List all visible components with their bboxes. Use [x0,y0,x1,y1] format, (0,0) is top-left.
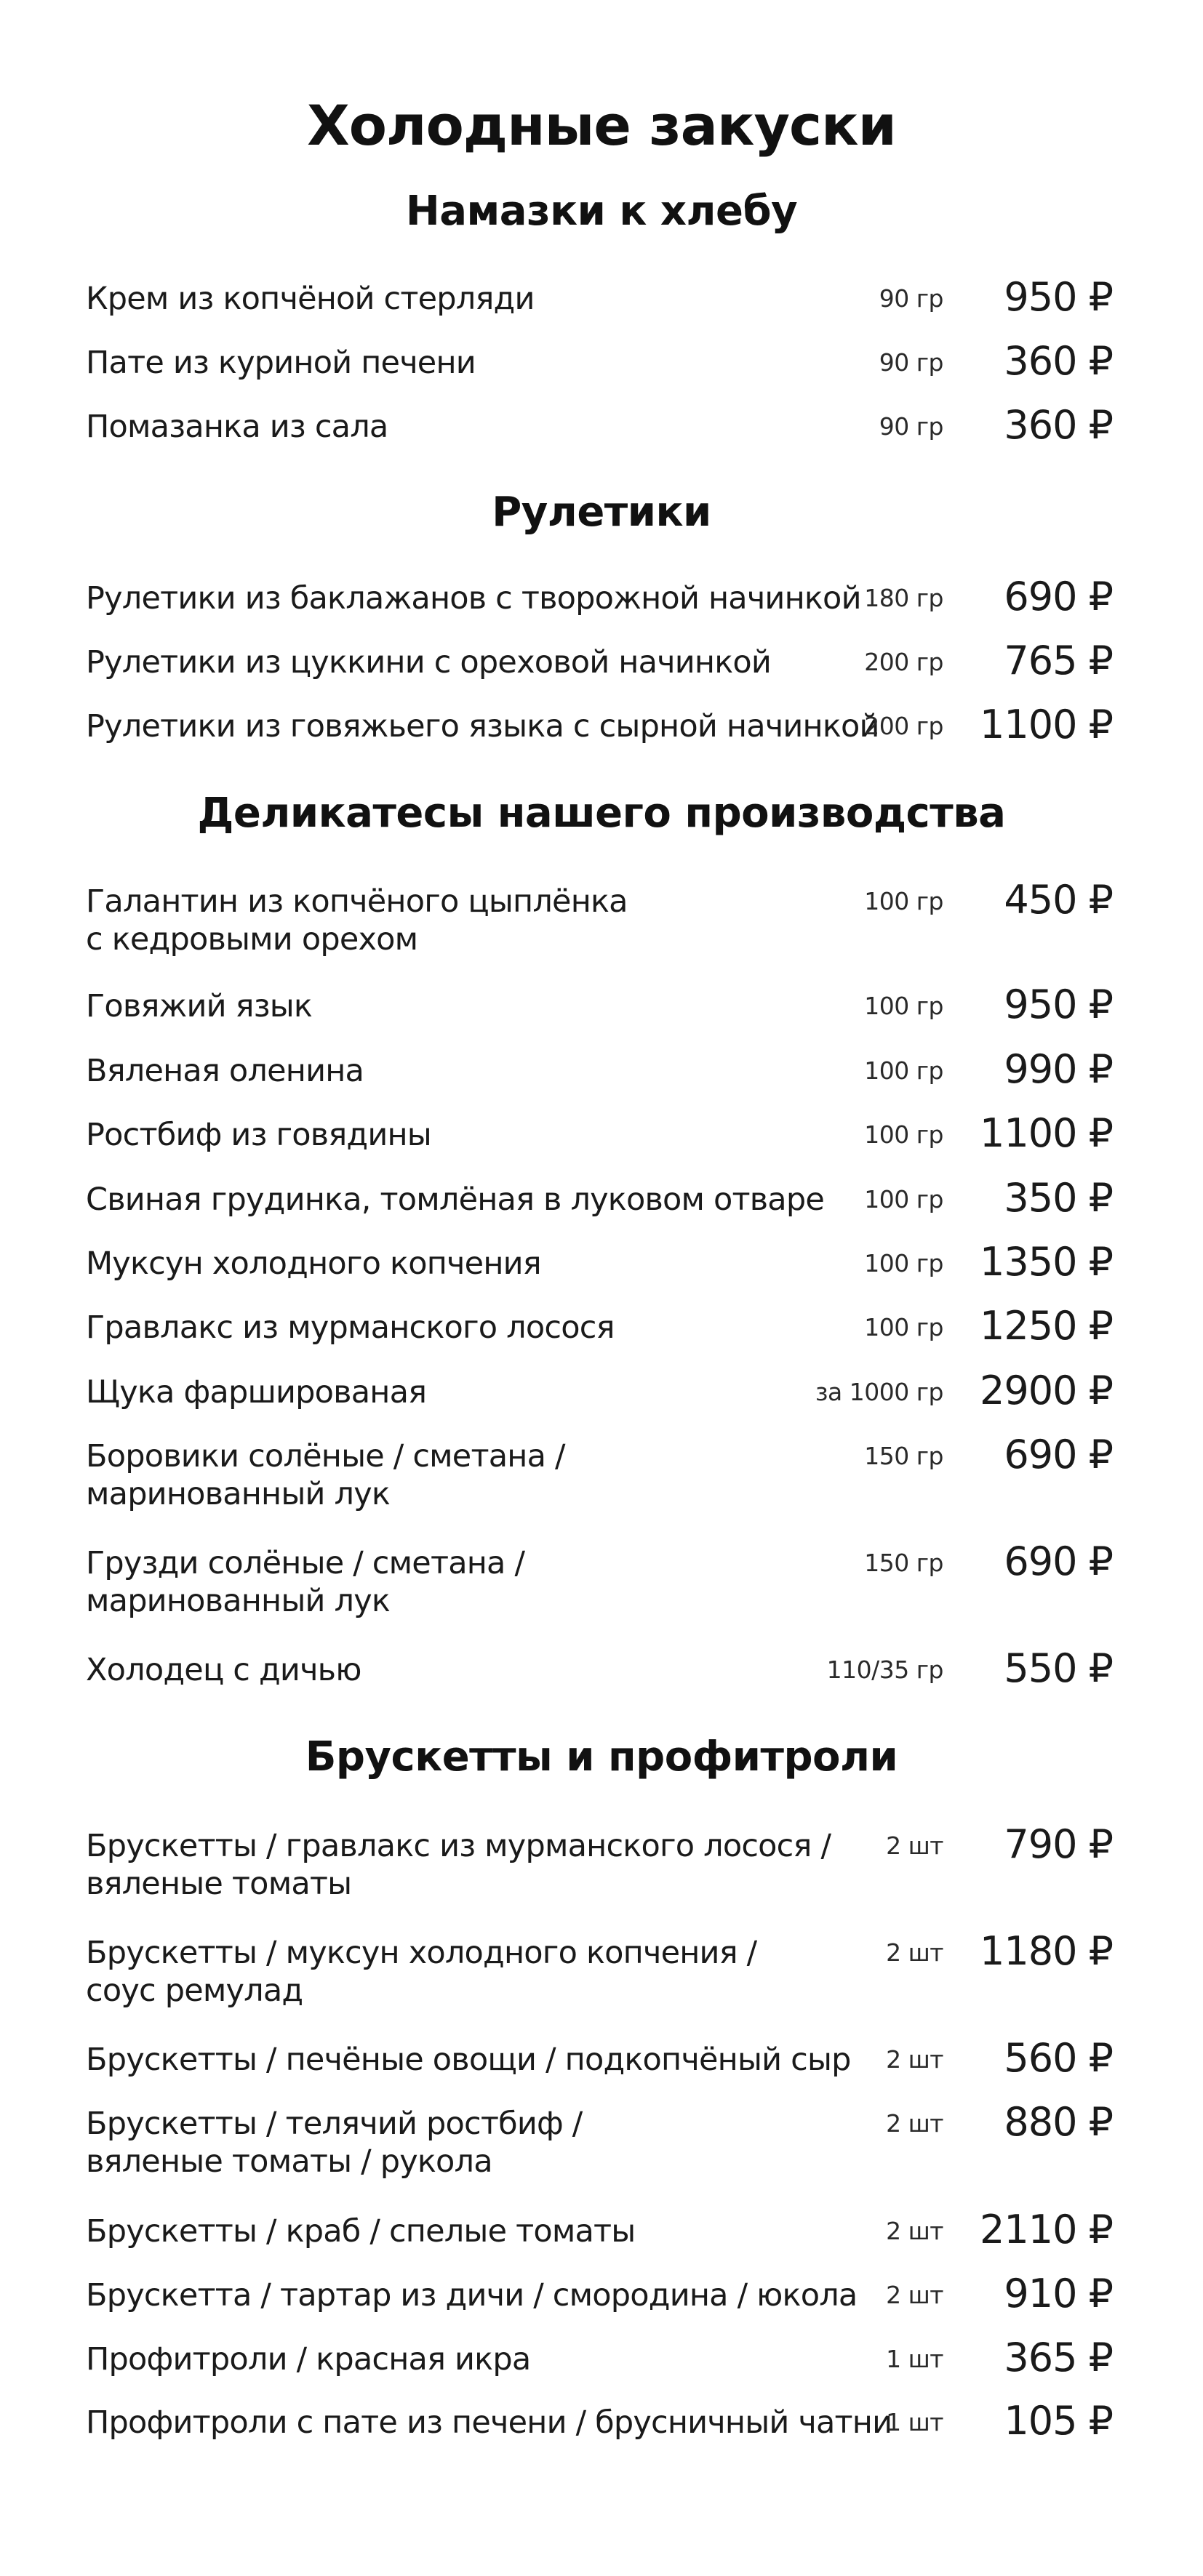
item-price: 350 ₽ [1004,1175,1113,1221]
item-price: 880 ₽ [1004,2099,1113,2145]
item-price: 690 ₽ [1004,1538,1113,1584]
item-weight: 150 гр [864,1442,943,1470]
item-name: Гравлакс из мурманского лосося [86,1309,615,1346]
section-heading: Намазки к хлебу [405,188,798,235]
item-weight: 110/35 гр [826,1656,943,1684]
section-heading: Брускетты и профитроли [305,1733,898,1781]
item-weight: 1 шт [886,2345,943,2373]
menu-item [0,402,1203,488]
item-price: 910 ₽ [1004,2271,1113,2316]
section-heading: Деликатесы нашего производства [197,790,1006,837]
item-price: 2900 ₽ [980,1368,1113,1413]
item-name: Брускетты / гравлакс из мурманского лосося / вяленые томаты [86,1828,831,1902]
item-name: Брускетты / печёные овощи / подкопчёный сыр [86,2042,851,2078]
item-weight: 2 шт [886,2109,943,2138]
item-price: 1180 ₽ [980,1928,1113,1974]
item-price: 790 ₽ [1004,1821,1113,1867]
item-price: 2110 ₽ [980,2207,1113,2252]
item-price: 1350 ₽ [980,1239,1113,1285]
menu-item [0,702,1203,787]
item-weight: 180 гр [864,584,943,612]
item-name: Вяленая оленина [86,1053,364,1089]
item-name: Пате из куриной печени [86,345,476,381]
item-price: 690 ₽ [1004,574,1113,619]
item-price: 360 ₽ [1004,402,1113,448]
item-weight: 100 гр [864,1056,943,1085]
menu-item [0,1928,1203,2014]
item-price: 990 ₽ [1004,1046,1113,1092]
item-weight: 90 гр [879,348,943,377]
menu-item [0,2099,1203,2185]
item-price: 365 ₽ [1004,2335,1113,2380]
item-weight: 2 шт [886,1938,943,1967]
item-name: Боровики солёные / сметана / маринованный лук [86,1438,565,1512]
item-price: 560 ₽ [1004,2035,1113,2081]
item-weight: 1 шт [886,2408,943,2436]
item-price: 1100 ₽ [980,702,1113,747]
item-name: Брускетты / муксун холодного копчения / соус ремулад [86,1935,757,2009]
menu-item [0,877,1203,963]
menu-item [0,1432,1203,1517]
item-weight: за 1000 гр [815,1378,943,1406]
item-name: Говяжий язык [86,988,313,1024]
item-name: Рулетики из говяжьего языка с сырной начинкой [86,708,879,745]
item-weight: 100 гр [864,1249,943,1277]
page-title: Холодные закуски [307,93,896,158]
item-name: Брускетты / телячий ростбиф / вяленые томаты / рукола [86,2106,583,2180]
item-name: Брускетта / тартар из дичи / смородина / юкола [86,2277,858,2314]
item-name: Холодец с дичью [86,1652,361,1688]
item-price: 450 ₽ [1004,877,1113,923]
item-weight: 2 шт [886,2281,943,2309]
item-name: Свиная грудинка, томлёная в луковом отваре [86,1181,825,1218]
item-weight: 2 шт [886,1831,943,1860]
item-name: Рулетики из цуккини с ореховой начинкой [86,644,772,681]
item-price: 550 ₽ [1004,1645,1113,1691]
menu-item [0,1821,1203,1907]
item-price: 765 ₽ [1004,638,1113,683]
item-name: Брускетты / краб / спелые томаты [86,2213,636,2250]
item-weight: 2 шт [886,2045,943,2074]
item-weight: 100 гр [864,1185,943,1213]
item-weight: 150 гр [864,1549,943,1577]
item-price: 1100 ₽ [980,1110,1113,1156]
item-name: Рулетики из баклажанов с творожной начинкой [86,580,861,617]
menu-item [0,2398,1203,2484]
item-weight: 200 гр [864,712,943,740]
item-name: Помазанка из сала [86,409,388,445]
item-name: Грузди солёные / сметана / маринованный лук [86,1545,525,1619]
item-weight: 100 гр [864,992,943,1020]
item-price: 1250 ₽ [980,1303,1113,1349]
item-name: Профитроли с пате из печени / брусничный чатни [86,2404,892,2441]
item-weight: 100 гр [864,1313,943,1341]
item-weight: 90 гр [879,412,943,441]
item-price: 360 ₽ [1004,338,1113,384]
item-weight: 2 шт [886,2217,943,2245]
item-name: Галантин из копчёного цыплёнка с кедровыми орехом [86,883,628,958]
item-weight: 200 гр [864,648,943,676]
menu-item [0,1645,1203,1731]
item-name: Ростбиф из говядины [86,1117,431,1153]
item-weight: 90 гр [879,284,943,313]
item-weight: 100 гр [864,1120,943,1149]
item-price: 950 ₽ [1004,274,1113,320]
item-name: Щука фаршированая [86,1374,427,1411]
item-price: 690 ₽ [1004,1432,1113,1477]
item-price: 105 ₽ [1004,2398,1113,2444]
item-name: Муксун холодного копчения [86,1245,541,1282]
section-heading: Рулетики [492,489,711,536]
item-name: Профитроли / красная икра [86,2341,531,2378]
item-name: Крем из копчёной стерляди [86,281,535,317]
item-price: 950 ₽ [1004,982,1113,1027]
menu-item [0,1538,1203,1624]
item-weight: 100 гр [864,887,943,915]
